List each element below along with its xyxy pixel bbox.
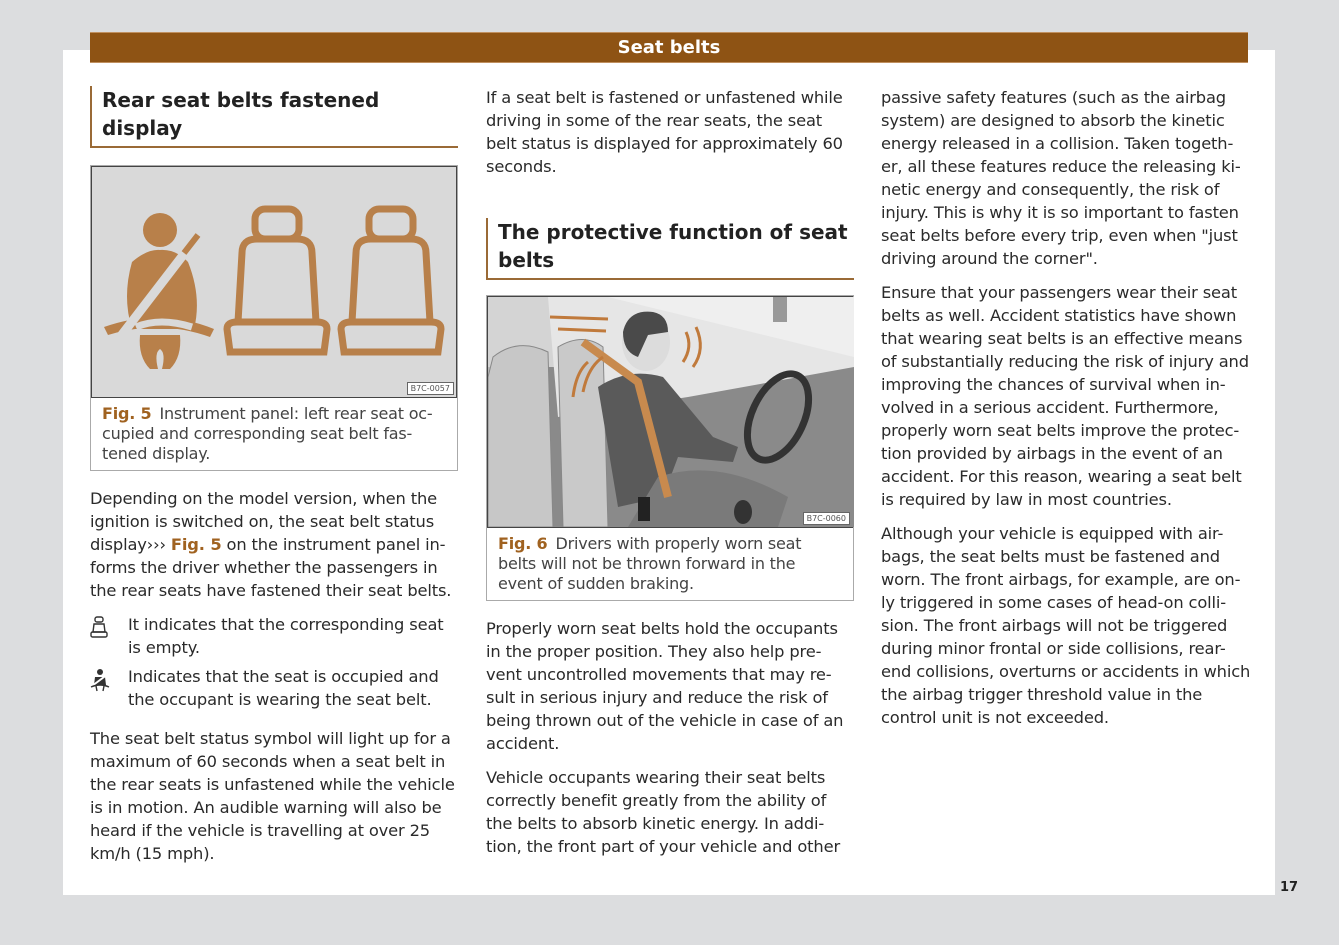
- seat-empty-icon: [90, 613, 128, 659]
- figure-6-caption: [487, 528, 853, 600]
- seat-empty-icon: [341, 209, 441, 352]
- column-3: [881, 86, 1251, 740]
- paragraph-text: on the instrument panel in-forms the driver whether the passengers in the rear seats have fastened their seat belts.: [90, 535, 452, 600]
- figure-5-image: [91, 166, 457, 398]
- figure-reference-link[interactable]: Fig. 5: [170, 535, 222, 554]
- seatbelt-fastened-icon: [90, 665, 128, 711]
- section-title-protective-function: The protective function of seat belts: [486, 218, 854, 280]
- paragraph: Although your vehicle is equipped with air-bags, the seat belts must be fastened and worn. The front airbags, for example, are on-ly triggered in some cases of head-on colli-sion. The front airbags will not be triggered during minor frontal or side collisions, rear-end collisions, overturns or accidents in which the airbag trigger threshold value in the control unit is not exceeded.: [881, 524, 1251, 727]
- figure-6: [486, 295, 854, 601]
- figure-5: [90, 165, 458, 471]
- seat-empty-icon: [227, 209, 327, 352]
- page-number: 17: [1280, 880, 1299, 895]
- seat-belt-display-illustration: [92, 167, 458, 397]
- figure-label: Fig. 6: [498, 534, 548, 553]
- paragraph: Properly worn seat belts hold the occupants in the proper position. They also help pre-vent uncontrolled movements that may re-sult in serious injury and reduce the risk of being thrown out of the vehicle in case of an accident.: [486, 619, 844, 753]
- figure-caption-text: Drivers with properly worn seat belts will not be thrown forward in the event of sudden braking.: [498, 534, 802, 593]
- symbol-row-seatbelt-fastened: [90, 665, 458, 711]
- paragraph: If a seat belt is fastened or unfastened while driving in some of the rear seats, the seat belt status is displayed for approximately 60 seconds.: [486, 88, 843, 176]
- figure-code: B7C-0060: [803, 512, 850, 525]
- figure-caption-text: Instrument panel: left rear seat oc-cupied and corresponding seat belt fas-tened display.: [102, 404, 433, 463]
- reference-arrow: ›››: [146, 535, 166, 554]
- figure-5-caption: [91, 398, 457, 470]
- column-1: [90, 86, 458, 876]
- figure-6-image: [487, 296, 853, 528]
- driver-seatbelt-illustration: [488, 297, 854, 527]
- paragraph: The seat belt status symbol will light up for a maximum of 60 seconds when a seat belt in the rear seats is unfastened while the vehicle is in motion. An audible warning will also be heard if the vehicle is travelling at over 25 km/h (15 mph).: [90, 729, 455, 863]
- paragraph: [90, 487, 458, 602]
- column-2: [486, 86, 854, 869]
- figure-label: Fig. 5: [102, 404, 152, 423]
- paragraph: Ensure that your passengers wear their seat belts as well. Accident statistics have shown that wearing seat belts is an effective means of substantially reducing the risk of injury and improving the chances of survival when in-volved in a serious accident. Furthermore, properly worn seat belts improve the protec-tion provided by airbags in the event of an accident. For this reason, wearing a seat belt is required by law in most countries.: [881, 283, 1249, 509]
- symbol-row-seat-empty: [90, 613, 458, 659]
- paragraph: passive safety features (such as the airbag system) are designed to absorb the kinetic energy released in a collision. Taken togeth-er, all these features reduce the releasing ki-netic energy and consequently, the risk of injury. This is why it is so important to fasten seat belts before every trip, even when "just driving around the corner".: [881, 88, 1241, 268]
- chapter-title: Seat belts: [617, 37, 721, 58]
- paragraph: Vehicle occupants wearing their seat belts correctly benefit greatly from the ability of the belts to absorb kinetic energy. In addi-tion, the front part of your vehicle and other: [486, 768, 840, 856]
- symbol-description: Indicates that the seat is occupied and the occupant is wearing the seat belt.: [128, 667, 439, 709]
- symbol-description: It indicates that the corresponding seat is empty.: [128, 615, 444, 657]
- paragraph-text: Depending on the model version, when the ignition is switched on, the seat belt status display: [90, 489, 437, 554]
- section-title-rear-seat-belts: Rear seat belts fastened display: [90, 86, 458, 148]
- chapter-header: [90, 32, 1248, 63]
- figure-code: B7C-0057: [407, 382, 454, 395]
